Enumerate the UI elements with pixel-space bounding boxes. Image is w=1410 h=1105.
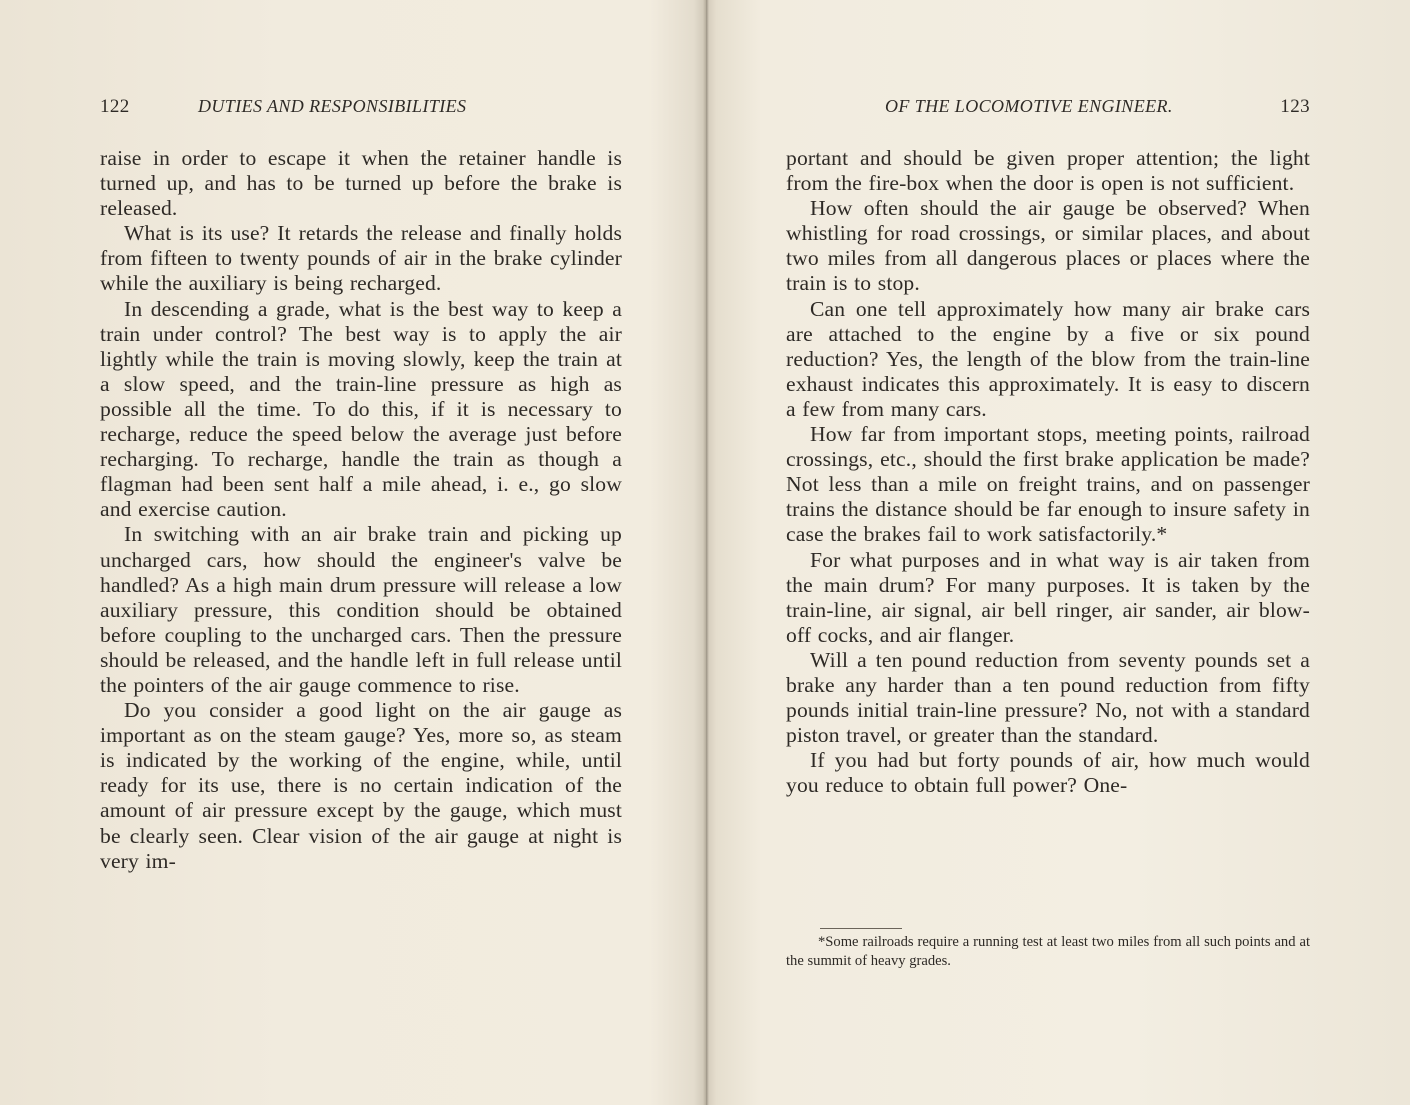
right-paragraph: How often should the air gauge be observed? When whistling for road crossings, or similar places, and about two miles from all dangerous places or places where the train is to stop. <box>786 196 1310 296</box>
right-page <box>705 0 1410 1105</box>
right-paragraph: Will a ten pound reduction from seventy pounds set a brake any harder than a ten pound reduction from fifty pounds initial train-line pressure? No, not with a standard piston travel, or greater than the standard. <box>786 647 1310 748</box>
right-running-head <box>885 96 1310 122</box>
left-running-head <box>100 96 530 122</box>
left-body-text <box>100 146 622 874</box>
left-paragraph: raise in order to escape it when the retainer handle is turned up, and has to be turned up before the brake is released. <box>100 146 622 221</box>
footnote-rule <box>820 928 902 929</box>
right-paragraph: For what purposes and in what way is air taken from the main drum? For many purposes. It is taken by the train-line, air signal, air bell ringer, air sander, air blow-off cocks, and air flanger. <box>786 547 1310 647</box>
right-paragraph: Can one tell approximately how many air brake cars are attached to the engine by a five or six pound reduction? Yes, the length of the blow from the train-line exhaust indicates this approximately. It is easy to discern a few from many cars. <box>786 296 1310 421</box>
right-running-head-title: OF THE LOCOMOTIVE ENGINEER. <box>885 96 1173 116</box>
right-paragraph: portant and should be given proper attention; the light from the fire-box when the door is open is not sufficient. <box>786 146 1310 196</box>
footnote: *Some railroads require a running test at least two miles from all such points and at the summit of heavy grades. <box>786 934 1310 969</box>
left-paragraph: Do you consider a good light on the air gauge as important as on the steam gauge? Yes, more so, as steam is indicated by the working of the engine, while, until ready for its use, there is no certain indication of the amount of air pressure except by the gauge, which must be clearly seen. Clear vision of the air gauge at night is very im- <box>100 698 622 873</box>
left-paragraph: In descending a grade, what is the best way to keep a train under control? The best way is to apply the air lightly while the train is moving slowly, keep the train at a slow speed, and the train-line pressure as high as possible all the time. To do this, if it is necessary to recharge, reduce the speed below the average just before recharging. To recharge, handle the train as though a flagman had been sent half a mile ahead, i. e., go slow and exercise caution. <box>100 296 622 522</box>
right-page-number: 123 <box>1280 96 1310 117</box>
left-page-number: 122 <box>100 96 130 117</box>
right-body-text <box>786 146 1310 798</box>
right-paragraph: If you had but forty pounds of air, how much would you reduce to obtain full power? One- <box>786 748 1310 798</box>
right-paragraph: How far from important stops, meeting points, railroad crossings, etc., should the first brake application be made? Not less than a mile on freight trains, and on passenger trains the distance should be far enough to insure safety in case the brakes fail to work satisfactorily.* <box>786 422 1310 547</box>
left-paragraph: What is its use? It retards the release and finally holds from fifteen to twenty pounds of air in the brake cylinder while the auxiliary is being recharged. <box>100 221 622 296</box>
left-running-head-title: DUTIES AND RESPONSIBILITIES <box>198 96 467 116</box>
left-paragraph: In switching with an air brake train and picking up uncharged cars, how should the engineer's valve be handled? As a high main drum pressure will release a low auxiliary pressure, this condition should be obtained before coupling to the uncharged cars. Then the pressure should be released, and the handle left in full release until the pointers of the air gauge commence to rise. <box>100 522 622 697</box>
